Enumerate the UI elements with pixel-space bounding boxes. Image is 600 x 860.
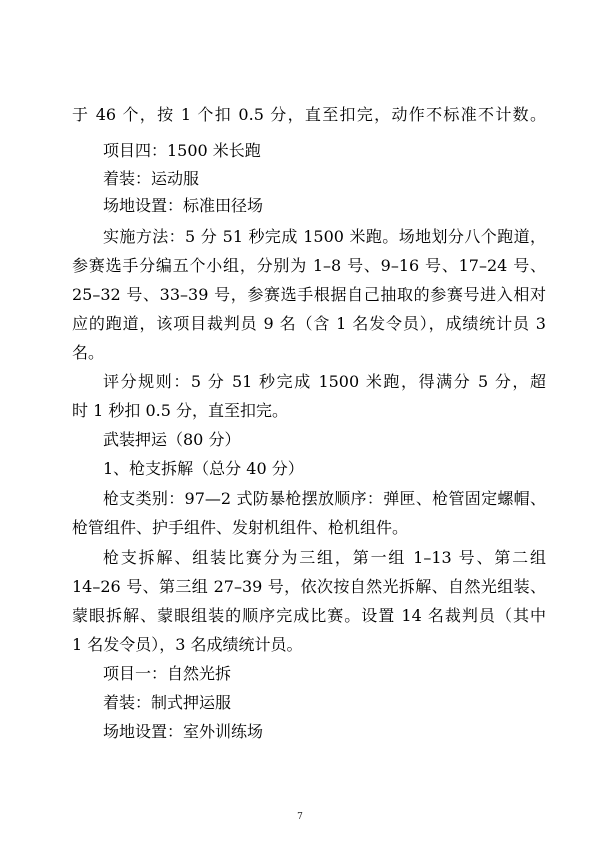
method-line-5: 名。 [72,343,105,362]
training-venue-line: 场地设置：室外训练场 [103,722,264,741]
scoring-line-2: 时 1 秒扣 0.5 分，直至扣完。 [72,401,288,420]
method-line-2: 参赛选手分编五个小组，分别为 1–8 号、9–16 号、17–24 号、 [72,256,546,275]
page-number: 7 [297,812,303,822]
competition-line-4: 1 名发令员），3 名成绩统计员。 [72,635,303,654]
armed-escort-heading: 武装押运（80 分） [103,430,241,449]
method-line-3: 25–32 号、33–39 号，参赛选手根据自己抽取的参赛号进入相对 [72,285,546,304]
project-1-heading: 项目一：自然光拆 [103,664,232,683]
attire-line: 着装：运动服 [103,169,200,188]
project-4-heading: 项目四：1500 米长跑 [103,141,261,160]
gun-disassembly-heading: 1、枪支拆解（总分 40 分） [103,459,304,478]
method-line-4: 应的跑道，该项目裁判员 9 名（含 1 名发令员），成绩统计员 3 [72,314,546,333]
venue-line: 场地设置：标准田径场 [103,196,264,215]
method-line-1: 实施方法：5 分 51 秒完成 1500 米跑。场地划分八个跑道， [103,227,546,246]
uniform-line: 着装：制式押运服 [103,693,232,712]
competition-line-1: 枪支拆解、组装比赛分为三组，第一组 1–13 号、第二组 [103,548,546,567]
scoring-line-1: 评分规则：5 分 51 秒完成 1500 米跑，得满分 5 分，超 [103,372,546,391]
competition-line-3: 蒙眼拆解、蒙眼组装的顺序完成比赛。设置 14 名裁判员（其中 [72,606,546,625]
body-line-1: 于 46 个，按 1 个扣 0.5 分，直至扣完，动作不标准不计数。 [72,105,546,124]
gun-category-line-1: 枪支类别：97—2 式防暴枪摆放顺序：弹匣、枪管固定螺帽、 [103,489,546,508]
gun-category-line-2: 枪管组件、护手组件、发射机组件、枪机组件。 [72,518,409,537]
competition-line-2: 14–26 号、第三组 27–39 号，依次按自然光拆解、自然光组装、 [72,577,546,596]
